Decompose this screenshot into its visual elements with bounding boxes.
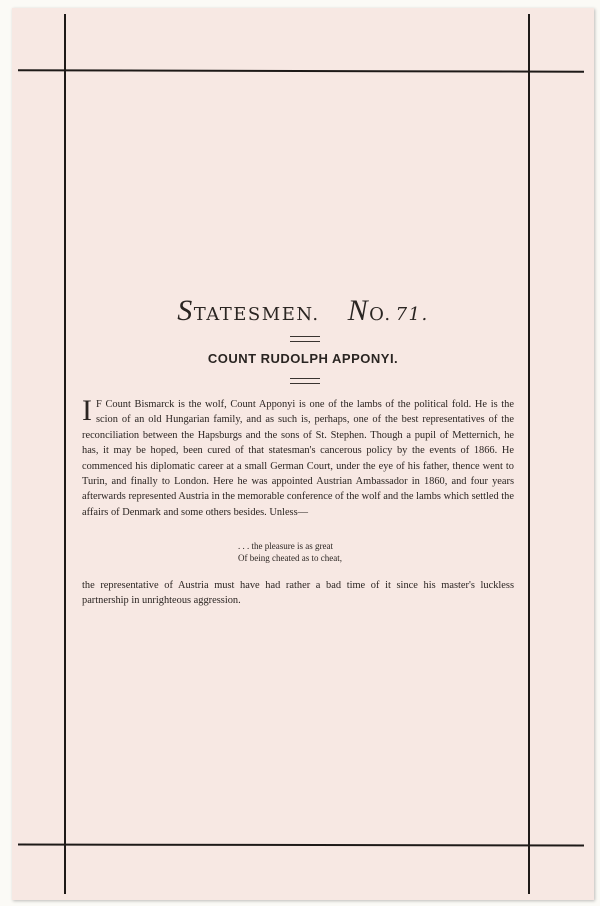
verse-line: Of being cheated as to cheat, xyxy=(238,553,342,563)
title-number: 71. xyxy=(395,304,429,325)
page xyxy=(12,8,594,900)
divider-ornament xyxy=(290,336,320,342)
divider-ornament xyxy=(290,378,320,384)
top-border-rule xyxy=(18,69,584,72)
right-border-rule xyxy=(528,14,530,894)
verse-quote xyxy=(238,540,342,564)
closing-paragraph: the representative of Austria must have had rather a bad time of it since his master's luckless partnership in unrighteous aggression. xyxy=(82,580,514,607)
page-title xyxy=(12,294,594,328)
title-number-label: NO. xyxy=(347,294,392,327)
verse-line: . . . the pleasure is as great xyxy=(238,541,333,551)
article-body xyxy=(82,394,514,520)
bottom-border-rule xyxy=(18,844,584,847)
drop-cap: I xyxy=(82,394,92,427)
title-statesmen: STATESMEN. xyxy=(177,294,320,327)
left-border-rule xyxy=(64,14,66,894)
article-paragraph: F Count Bismarck is the wolf, Count Apponyi is one of the lambs of the political fold. He is the scion of an old Hungarian family, and as such is, perhaps, one of the best representatives of the reconciliation between the Hapsburgs and the sons of St. Stephen. Though a pupil of Metternich, he has, it may be hoped, been cured of that statesman's cancerous policy by the events of 1866. He commenced his diplomatic career at a small German Court, under the eye of his father, thence went to Turin, and finally to London. Here he was appointed Austrian Ambassador in 1860, and four years afterwards represented Austria in the memorable conference of the wolf and the lambs which settled the affairs of Denmark and some others besides. Unless— xyxy=(82,399,514,518)
subject-name: COUNT RUDOLPH APPONYI. xyxy=(207,351,399,366)
